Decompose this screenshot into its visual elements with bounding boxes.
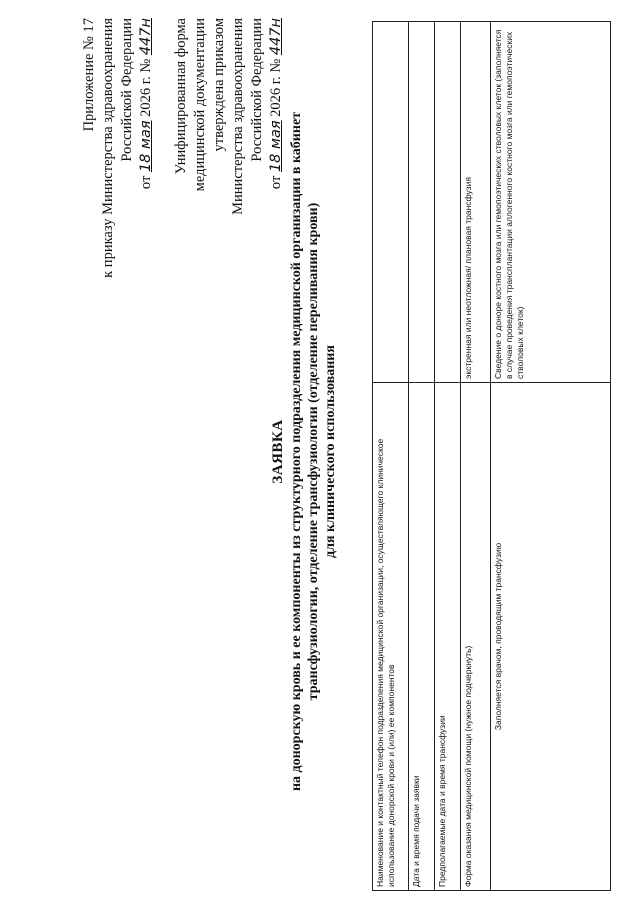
order-number-handwritten: 447н — [138, 18, 154, 56]
department-value[interactable] — [373, 22, 409, 383]
order-date-prefix: от — [138, 175, 154, 190]
spacer — [156, 18, 172, 338]
donor-info-label: Сведение о доноре костного мозга или гемопоэтических стволовых клеток (заполняется в случае проведения трансплантации аллогенного костного мозга или гемопоэтических стволовых клеток) — [491, 22, 611, 383]
submission-date-value[interactable] — [409, 22, 435, 383]
order-date-handwritten: 18 мая — [138, 120, 154, 173]
request-form-table — [372, 21, 611, 891]
title-line-2: трансфузиологии, отделение трансфузиологии (отделение переливания крови) — [306, 202, 321, 701]
table-row — [373, 22, 409, 891]
care-form-label: Форма оказания медицинской помощи (нужное подчеркнуть) — [461, 382, 491, 890]
title-line-1: на донорскую кровь и ее компоненты из структурного подразделения медицинской организации в кабинет — [289, 111, 304, 792]
care-form-value[interactable]: экстренная или неотложная/ плановая трансфузия — [461, 22, 491, 383]
approval-block — [80, 18, 286, 338]
physician-section-label: Заполняется врачом, проводящим трансфузию — [491, 382, 611, 890]
table-row — [435, 22, 461, 891]
table-row — [491, 22, 611, 891]
form-number-handwritten: 447н — [268, 18, 284, 56]
table-row — [461, 22, 491, 891]
order-date-year: 2026 г. № — [138, 58, 154, 117]
document-title — [268, 20, 339, 883]
transfusion-date-value[interactable] — [435, 22, 461, 383]
form-date-year: 2026 г. № — [268, 58, 284, 117]
form-line-4: Министерства здравоохранения — [230, 18, 246, 215]
submission-date-label: Дата и время подачи заявки — [409, 382, 435, 890]
order-line-2: Российской Федерации — [119, 18, 135, 162]
title-line-3: для клинического использования — [323, 345, 338, 558]
appendix-number: Приложение № 17 — [81, 18, 97, 132]
department-label: Наименование и контактный телефон подразделения медицинской организации, осуществляющего клиническое использование донорской крови и (или) ее компонентов — [373, 382, 409, 890]
table-row — [409, 22, 435, 891]
form-line-5: Российской Федерации — [249, 18, 265, 162]
form-line-2: медицинской документации — [192, 18, 208, 192]
form-line-3: утверждена приказом — [211, 18, 227, 152]
form-line-1: Унифицированная форма — [173, 18, 189, 175]
form-date-handwritten: 18 мая — [268, 120, 284, 173]
form-date-prefix: от — [268, 175, 284, 190]
transfusion-date-label: Предполагаемые дата и время трансфузии — [435, 382, 461, 890]
order-date-line — [137, 18, 156, 338]
order-line-1: к приказу Министерства здравоохранения — [100, 18, 116, 278]
title-main: ЗАЯВКА — [270, 419, 286, 484]
